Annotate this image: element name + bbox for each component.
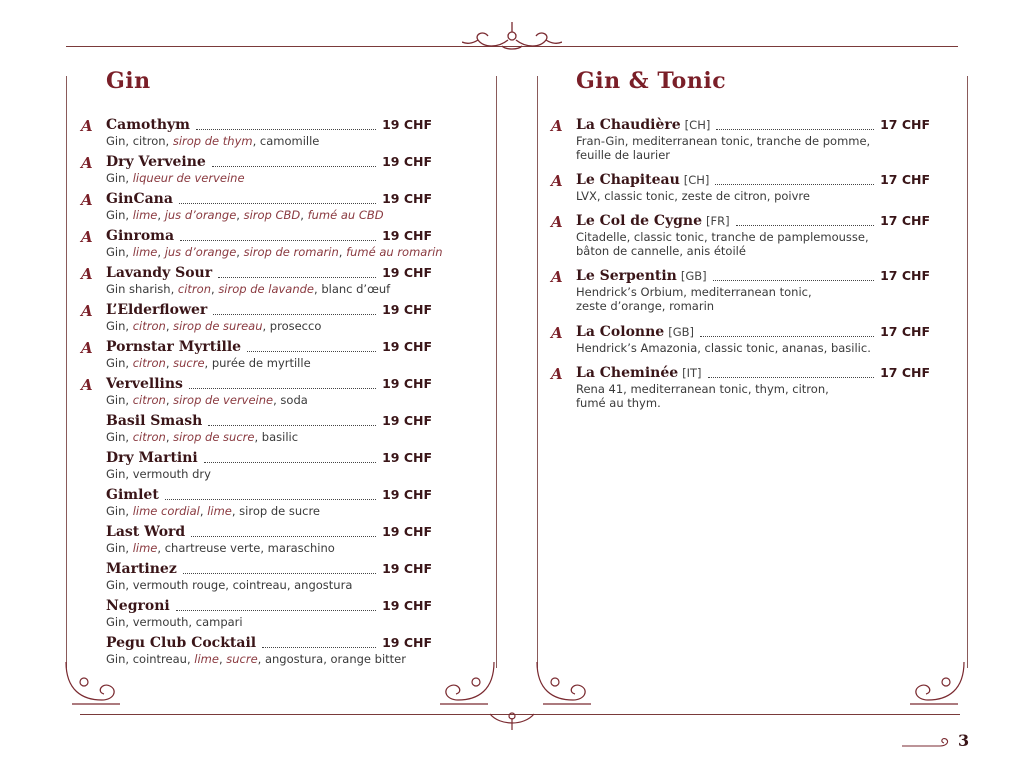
menu-item-origin: [CH] bbox=[684, 118, 711, 132]
description-segment: Gin, bbox=[106, 541, 133, 555]
menu-item bbox=[551, 117, 930, 162]
description-segment: , chartreuse verte, maraschino bbox=[157, 541, 335, 555]
description-segment: sirop de sucre bbox=[173, 430, 255, 444]
menu-item-price: 19 CHF bbox=[382, 487, 432, 502]
menu-mark-icon: A bbox=[81, 117, 93, 135]
dotted-leader bbox=[700, 335, 874, 337]
menu-item-description bbox=[106, 282, 432, 296]
menu-item-description bbox=[106, 652, 432, 666]
menu-item-name: Le Serpentin bbox=[576, 268, 677, 284]
menu-item-origin: [GB] bbox=[680, 269, 707, 283]
menu-item-description bbox=[576, 341, 930, 355]
menu-item-name: Dry Verveine bbox=[106, 154, 206, 170]
menu-item bbox=[106, 635, 432, 666]
menu-item bbox=[81, 265, 432, 296]
menu-item-description bbox=[106, 393, 432, 407]
menu-item-origin: [GB] bbox=[668, 325, 694, 339]
description-segment: lime bbox=[132, 245, 158, 259]
menu-item-name: Lavandy Sour bbox=[106, 265, 213, 281]
menu-item-name: Last Word bbox=[106, 524, 186, 540]
description-segment: , bbox=[165, 393, 174, 407]
menu-mark-icon: A bbox=[81, 191, 93, 209]
description-segment: Gin, vermouth, campari bbox=[106, 615, 243, 629]
menu-item-price: 17 CHF bbox=[880, 117, 930, 132]
description-segment: , purée de myrtille bbox=[204, 356, 311, 370]
corner-flourish-icon bbox=[533, 660, 593, 710]
description-segment: , sirop de sucre bbox=[231, 504, 321, 518]
menu-item-origin: [IT] bbox=[682, 366, 702, 380]
menu-item-name: Le Col de Cygne bbox=[576, 213, 703, 229]
dotted-leader bbox=[196, 128, 376, 130]
menu-item-name: La Cheminée bbox=[576, 365, 679, 381]
dotted-leader bbox=[180, 239, 376, 241]
menu-item bbox=[551, 213, 930, 258]
menu-item-price: 19 CHF bbox=[382, 191, 432, 206]
dotted-leader bbox=[716, 128, 874, 130]
right-section-title: Gin & Tonic bbox=[576, 68, 727, 94]
description-line: Hendrick’s Amazonia, classic tonic, ananas, basilic. bbox=[576, 341, 871, 355]
corner-flourish-icon bbox=[62, 660, 122, 710]
dotted-leader bbox=[204, 461, 376, 463]
menu-item-description bbox=[106, 171, 432, 185]
description-segment: citron bbox=[132, 356, 166, 370]
description-segment: , bbox=[157, 208, 165, 222]
description-line: bâton de cannelle, anis étoilé bbox=[576, 244, 746, 258]
description-segment: , bbox=[338, 245, 347, 259]
menu-mark-icon: A bbox=[551, 268, 563, 286]
menu-item-price: 19 CHF bbox=[382, 117, 432, 132]
description-segment: sirop de thym bbox=[172, 134, 253, 148]
menu-mark-icon: A bbox=[81, 154, 93, 172]
description-segment: sirop de romarin bbox=[243, 245, 339, 259]
description-segment: Gin, bbox=[106, 430, 133, 444]
dotted-leader bbox=[247, 350, 376, 352]
menu-mark-icon: A bbox=[551, 117, 563, 135]
description-segment: , bbox=[236, 245, 244, 259]
menu-mark-icon: A bbox=[551, 365, 563, 383]
menu-item-price: 19 CHF bbox=[382, 265, 432, 280]
menu-item-name: Ginroma bbox=[106, 228, 175, 244]
menu-item-price: 19 CHF bbox=[382, 524, 432, 539]
description-segment: sirop de lavande bbox=[218, 282, 315, 296]
dotted-leader bbox=[213, 313, 376, 315]
menu-mark-icon: A bbox=[81, 339, 93, 357]
menu-item-description bbox=[106, 578, 432, 592]
description-segment: sirop de sureau bbox=[173, 319, 263, 333]
menu-item bbox=[81, 191, 432, 222]
menu-mark-icon: A bbox=[551, 172, 563, 190]
description-segment: , bbox=[300, 208, 308, 222]
menu-item-name: Le Chapiteau bbox=[576, 172, 680, 188]
description-line: zeste d’orange, romarin bbox=[576, 299, 715, 313]
menu-item-price: 19 CHF bbox=[382, 376, 432, 391]
menu-mark-icon: A bbox=[551, 213, 563, 231]
corner-flourish-icon bbox=[438, 660, 498, 710]
description-segment: fumé au CBD bbox=[307, 208, 384, 222]
description-segment: , bbox=[218, 652, 227, 666]
menu-mark-icon: A bbox=[81, 302, 93, 320]
description-segment: , basilic bbox=[254, 430, 299, 444]
description-segment: fumé au romarin bbox=[346, 245, 443, 259]
description-segment: , camomille bbox=[252, 134, 320, 148]
menu-item-description bbox=[576, 189, 930, 203]
menu-mark-icon: A bbox=[81, 228, 93, 246]
description-line: Rena 41, mediterranean tonic, thym, citron, bbox=[576, 382, 829, 396]
description-segment: , blanc d’œuf bbox=[314, 282, 391, 296]
description-segment: Gin, vermouth rouge, cointreau, angostura bbox=[106, 578, 353, 592]
dotted-leader bbox=[183, 572, 376, 574]
description-segment: , prosecco bbox=[262, 319, 322, 333]
menu-item bbox=[106, 524, 432, 555]
description-segment: lime bbox=[132, 208, 158, 222]
menu-item-name: L’Elderflower bbox=[106, 302, 208, 318]
description-segment: jus d’orange bbox=[164, 208, 237, 222]
description-segment: Gin, vermouth dry bbox=[106, 467, 211, 481]
description-segment: citron bbox=[132, 393, 166, 407]
description-line: Fran-Gin, mediterranean tonic, tranche de pomme, bbox=[576, 134, 871, 148]
menu-item-price: 19 CHF bbox=[382, 228, 432, 243]
dotted-leader bbox=[212, 165, 376, 167]
menu-item bbox=[106, 413, 432, 444]
menu-item-description bbox=[106, 208, 432, 222]
menu-item-price: 19 CHF bbox=[382, 154, 432, 169]
right-frame-outer bbox=[967, 76, 968, 668]
menu-item bbox=[81, 228, 443, 259]
menu-item-price: 19 CHF bbox=[382, 339, 432, 354]
menu-item-name: Basil Smash bbox=[106, 413, 203, 429]
menu-item-price: 19 CHF bbox=[382, 450, 432, 465]
menu-item-description bbox=[106, 430, 432, 444]
menu-item-name: Gimlet bbox=[106, 487, 159, 503]
description-segment: , bbox=[165, 319, 174, 333]
description-segment: Gin, citron, bbox=[106, 134, 173, 148]
description-line: LVX, classic tonic, zeste de citron, poivre bbox=[576, 189, 810, 203]
dotted-leader bbox=[708, 376, 875, 378]
dotted-leader bbox=[176, 609, 376, 611]
description-segment: sucre bbox=[173, 356, 205, 370]
menu-item-price: 19 CHF bbox=[382, 413, 432, 428]
menu-item bbox=[81, 339, 432, 370]
menu-item bbox=[81, 117, 432, 148]
menu-item-price: 17 CHF bbox=[880, 365, 930, 380]
menu-item-name: La Colonne bbox=[576, 324, 665, 340]
description-segment: , bbox=[165, 430, 174, 444]
description-segment: sirop CBD bbox=[243, 208, 301, 222]
menu-item-description bbox=[106, 504, 432, 518]
description-segment: , bbox=[199, 504, 208, 518]
description-segment: sucre bbox=[226, 652, 258, 666]
description-segment: lime bbox=[132, 541, 158, 555]
menu-item-name: Dry Martini bbox=[106, 450, 198, 466]
page-number: 3 bbox=[958, 731, 970, 750]
menu-item-price: 19 CHF bbox=[382, 561, 432, 576]
description-segment: Gin sharish, bbox=[106, 282, 178, 296]
dotted-leader bbox=[208, 424, 376, 426]
description-segment: , bbox=[157, 245, 165, 259]
description-segment: Gin, bbox=[106, 208, 133, 222]
menu-item-price: 19 CHF bbox=[382, 635, 432, 650]
description-line: Citadelle, classic tonic, tranche de pamplemousse, bbox=[576, 230, 869, 244]
description-segment: citron bbox=[177, 282, 211, 296]
menu-item-name: GinCana bbox=[106, 191, 173, 207]
description-segment: jus d’orange bbox=[164, 245, 237, 259]
menu-item-price: 19 CHF bbox=[382, 598, 432, 613]
menu-item-price: 17 CHF bbox=[880, 172, 930, 187]
description-segment: Gin, bbox=[106, 319, 133, 333]
description-segment: , angostura, orange bitter bbox=[257, 652, 406, 666]
menu-item-name: Pornstar Myrtille bbox=[106, 339, 242, 355]
description-segment: , bbox=[236, 208, 244, 222]
menu-item bbox=[551, 172, 930, 203]
description-segment: Gin, bbox=[106, 245, 133, 259]
dotted-leader bbox=[262, 646, 376, 648]
dotted-leader bbox=[179, 202, 376, 204]
description-segment: , soda bbox=[273, 393, 308, 407]
menu-item-description bbox=[106, 467, 432, 481]
dotted-leader bbox=[736, 224, 874, 226]
dotted-leader bbox=[713, 279, 874, 281]
corner-flourish-icon bbox=[908, 660, 968, 710]
menu-item-description bbox=[106, 134, 432, 148]
menu-mark-icon: A bbox=[551, 324, 563, 342]
menu-item-description bbox=[106, 541, 432, 555]
menu-item bbox=[81, 154, 432, 185]
description-segment: lime cordial bbox=[132, 504, 200, 518]
menu-item bbox=[106, 487, 432, 518]
bottom-flourish-icon bbox=[482, 708, 542, 732]
menu-item-description bbox=[106, 319, 432, 333]
menu-item-price: 19 CHF bbox=[382, 302, 432, 317]
description-segment: citron bbox=[132, 430, 166, 444]
description-segment: lime bbox=[207, 504, 232, 518]
menu-item-name: La Chaudière bbox=[576, 117, 681, 133]
left-frame-outer bbox=[66, 76, 67, 668]
menu-mark-icon: A bbox=[81, 376, 93, 394]
description-segment: liqueur de verveine bbox=[132, 171, 245, 185]
menu-item-name: Pegu Club Cocktail bbox=[106, 635, 257, 651]
menu-item bbox=[551, 268, 930, 313]
dotted-leader bbox=[189, 387, 376, 389]
menu-item-description bbox=[576, 134, 930, 162]
menu-item bbox=[106, 598, 432, 629]
top-flourish-icon bbox=[462, 18, 562, 52]
menu-item bbox=[106, 450, 432, 481]
menu-mark-icon: A bbox=[81, 265, 93, 283]
description-segment: Gin, bbox=[106, 356, 133, 370]
left-section-title: Gin bbox=[106, 68, 151, 94]
right-frame-inner bbox=[537, 76, 538, 668]
menu-item-origin: [FR] bbox=[706, 214, 730, 228]
dotted-leader bbox=[715, 183, 874, 185]
description-line: Hendrick’s Orbium, mediterranean tonic, bbox=[576, 285, 812, 299]
description-segment: citron bbox=[132, 319, 166, 333]
description-line: fumé au thym. bbox=[576, 396, 661, 410]
dotted-leader bbox=[165, 498, 376, 500]
description-segment: lime bbox=[194, 652, 219, 666]
menu-item-price: 17 CHF bbox=[880, 213, 930, 228]
left-frame-inner bbox=[496, 76, 497, 668]
menu-item-description bbox=[106, 356, 432, 370]
menu-item-description bbox=[106, 245, 443, 259]
description-segment: , bbox=[165, 356, 174, 370]
description-segment: Gin, cointreau, bbox=[106, 652, 195, 666]
menu-item-name: Vervellins bbox=[106, 376, 183, 392]
page-number-flourish-icon bbox=[900, 734, 954, 750]
menu-item-name: Negroni bbox=[106, 598, 170, 614]
menu-item bbox=[551, 365, 930, 410]
menu-item-origin: [CH] bbox=[683, 173, 710, 187]
description-line: feuille de laurier bbox=[576, 148, 671, 162]
description-segment: Gin, bbox=[106, 504, 133, 518]
menu-item bbox=[551, 324, 930, 355]
menu-item-price: 17 CHF bbox=[880, 324, 930, 339]
menu-item-description bbox=[576, 230, 930, 258]
menu-item-description bbox=[106, 615, 432, 629]
menu-item bbox=[106, 561, 432, 592]
menu-item-description bbox=[576, 285, 930, 313]
description-segment: Gin, bbox=[106, 393, 133, 407]
dotted-leader bbox=[218, 276, 376, 278]
description-segment: Gin, bbox=[106, 171, 133, 185]
description-segment: , bbox=[211, 282, 219, 296]
menu-item-name: Camothym bbox=[106, 117, 190, 133]
menu-item bbox=[81, 302, 432, 333]
dotted-leader bbox=[191, 535, 376, 537]
menu-item-name: Martinez bbox=[106, 561, 177, 577]
menu-item-price: 17 CHF bbox=[880, 268, 930, 283]
menu-item bbox=[81, 376, 432, 407]
menu-item-description bbox=[576, 382, 930, 410]
description-segment: sirop de verveine bbox=[173, 393, 274, 407]
